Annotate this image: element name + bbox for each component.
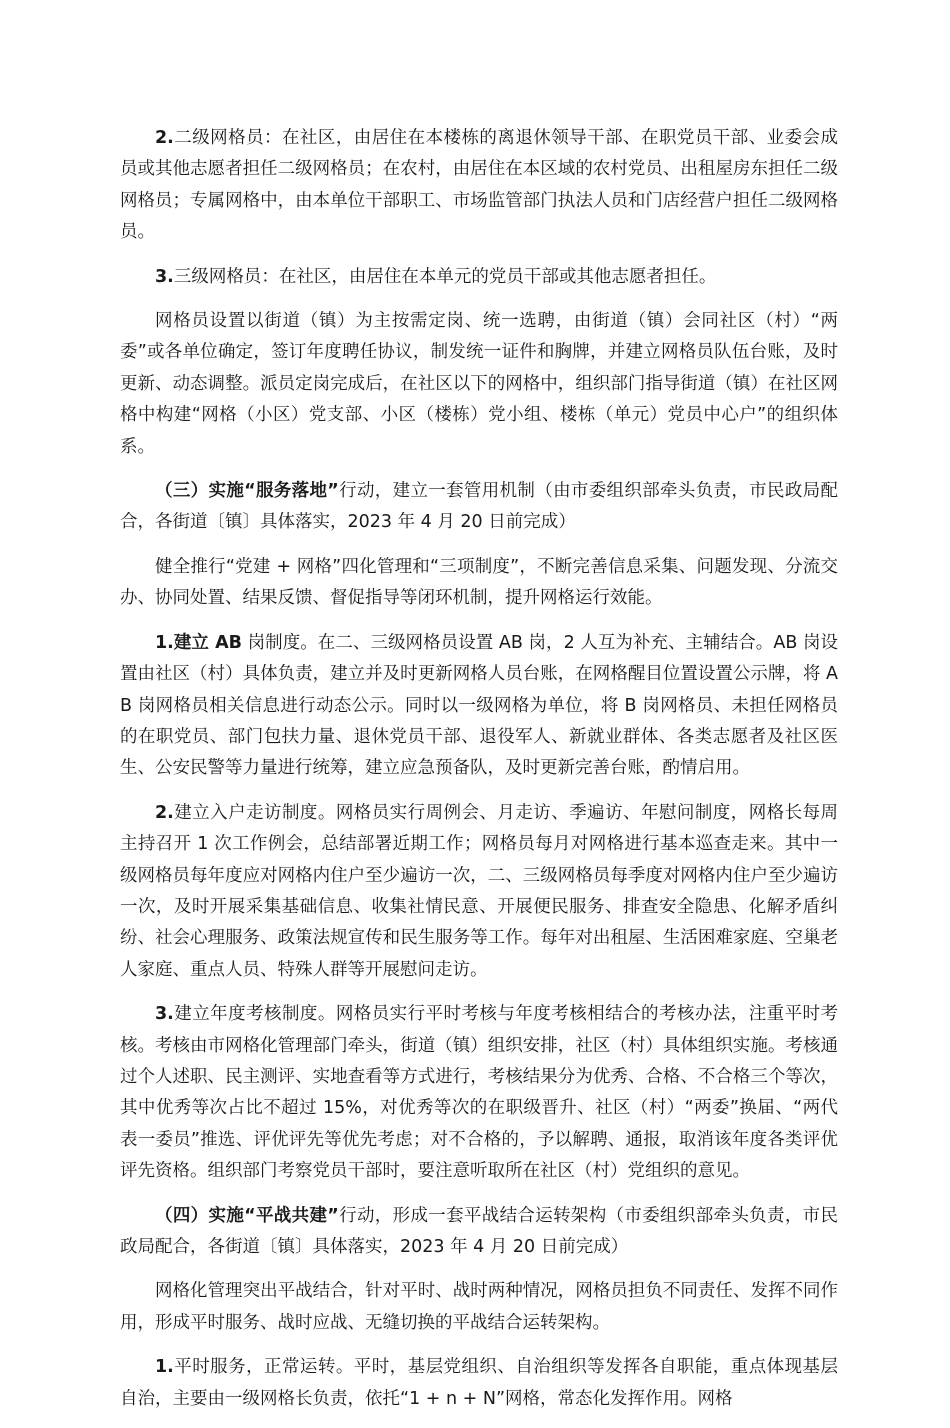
paragraph-text: 平时服务，正常运转。平时，基层党组织、自治组织等发挥各自职能，重点体现基层自治，主要由一级网格长负责，依托“1 + n + N”网格，常态化发挥作用。网格: [120, 1357, 838, 1409]
document-body: [120, 123, 838, 1428]
paragraph-text: 三级网格员：在社区，由居住在本单元的党员干部或其他志愿者担任。: [173, 266, 717, 287]
paragraph-text: 二级网格员：在社区，由居住在本楼栋的离退休领导干部、在职党员干部、业委会成员或其他志愿者担任二级网格员；在农村，由居住在本区域的农村党员、出租屋房东担任二级网格员；专属网格中，由本单位干部职工、市场监管部门执法人员和门店经营户担任二级网格员。: [120, 128, 838, 243]
section-heading-peace-war-coconstruction: [120, 1201, 838, 1264]
paragraph-lead: 2.: [155, 128, 174, 148]
paragraph-text: 网格化管理突出平战结合，针对平时、战时两种情况，网格员担负不同责任、发挥不同作用，形成平时服务、战时应战、无缝切换的平战结合运转架构。: [120, 1281, 838, 1333]
section-heading-lead: （四）实施“平战共建”: [155, 1205, 339, 1226]
section-heading-text: 行动，建立一套管用机制（由市委组织部牵头负责，市民政局配合，各街道〔镇〕具体落实，2023 年 4 月 20 日前完成）: [120, 481, 838, 533]
paragraph-peacetime-service: [120, 1352, 838, 1415]
paragraph-lead: 1.建立 AB: [155, 632, 242, 653]
paragraph-text: 网格员设置以街道（镇）为主按需定岗、统一选聘，由街道（镇）会同社区（村）“两委”或各单位确定，签订年度聘任协议，制发统一证件和胸牌，并建立网格员队伍台账，及时更新、动态调整。派员定岗完成后，在社区以下的网格中，组织部门指导街道（镇）在社区网格中构建“网格（小区）党支部、小区（楼栋）党小组、楼栋（单元）党员中心户”的组织体系。: [120, 311, 838, 457]
section-heading-text: 行动，形成一套平战结合运转架构（市委组织部牵头负责，市民政局配合，各街道〔镇〕具体落实，2023 年 4 月 20 日前完成）: [120, 1205, 838, 1257]
paragraph-second-level-grid-member: [120, 123, 838, 249]
paragraph-peace-war-combination: [120, 1276, 838, 1339]
paragraph-text: 岗制度。在二、三级网格员设置 AB 岗，2 人互为补充、主辅结合。AB 岗设置由社区（村）具体负责，建立并及时更新网格人员台账，在网格醒目位置设置公示牌，将 AB 岗网格员相关信息进行动态公示。同时以一级网格为单位，将 B 岗网格员、未担任网格员的在职党员、部门包扶力量、退休党员干部、退役军人、新就业群体、各类志愿者及社区医生、公安民警等力量进行统筹，建立应急预备队，及时更新完善台账，酌情启用。: [120, 632, 838, 779]
paragraph-household-visit-system: [120, 798, 838, 986]
paragraph-lead: 3.: [155, 1004, 174, 1025]
paragraph-lead: 3.: [155, 266, 174, 287]
paragraph-third-level-grid-member: [120, 262, 838, 293]
paragraph-text: 建立年度考核制度。网格员实行平时考核与年度考核相结合的考核办法，注重平时考核。考核由市网格化管理部门牵头，街道（镇）组织安排，社区（村）具体组织实施。考核通过个人述职、民主测评、实地查看等方式进行，考核结果分为优秀、合格、不合格三个等次，其中优秀等次占比不超过 15%，对优秀等次的在职级晋升、社区（村）“两委”换届、“两代表一委员”推选、评优评先等优先考虑；对不合格的，予以解聘、通报，取消该年度各类评优评先资格。组织部门考察党员干部时，要注意听取所在社区（村）党组织的意见。: [120, 1004, 838, 1182]
paragraph-lead: 2.: [155, 802, 174, 823]
section-heading-service-implementation: [120, 476, 838, 539]
paragraph-party-building-grid: [120, 552, 838, 615]
section-heading-lead: （三）实施“服务落地”: [155, 481, 339, 502]
paragraph-grid-member-setup: [120, 306, 838, 463]
paragraph-annual-assessment-system: [120, 999, 838, 1187]
paragraph-lead: 1.: [155, 1357, 174, 1378]
paragraph-ab-post-system: [120, 628, 838, 785]
paragraph-text: 建立入户走访制度。网格员实行周例会、月走访、季遍访、年慰问制度，网格长每周主持召开 1 次工作例会，总结部署近期工作；网格员每月对网格进行基本巡查走来。其中一级网格员每年度应对网格内住户至少遍访一次，二、三级网格员每季度对网格内住户至少遍访一次，及时开展采集基础信息、收集社情民意、开展便民服务、排查安全隐患、化解矛盾纠纷、社会心理服务、政策法规宣传和民生服务等工作。每年对出租屋、生活困难家庭、空巢老人家庭、重点人员、特殊人群等开展慰问走访。: [120, 802, 838, 980]
paragraph-text: 健全推行“党建 + 网格”四化管理和“三项制度”，不断完善信息采集、问题发现、分流交办、协同处置、结果反馈、督促指导等闭环机制，提升网格运行效能。: [120, 556, 838, 609]
